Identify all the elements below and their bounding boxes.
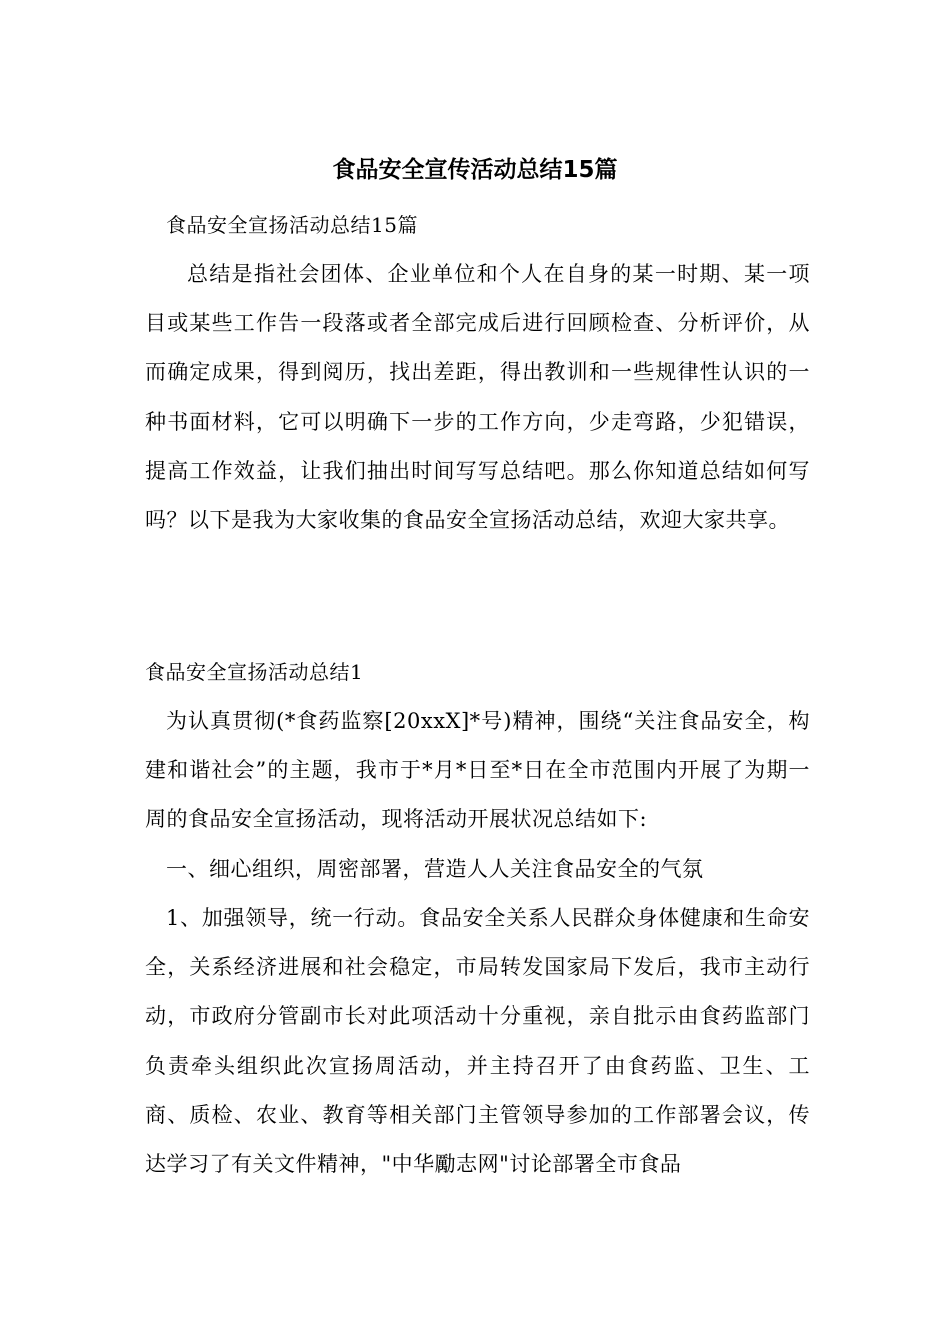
section-title: 食品安全宣扬活动总结1 — [145, 660, 364, 684]
intro-paragraph: 总结是指社会团体、企业单位和个人在自身的某一时期、某一项目或某些工作告一段落或者全部完成后进行回顾检查、分析评价，从而确定成果，得到阅历，找出差距，得出教训和一些规律性认识的一种书面材料，它可以明确下一步的工作方向，少走弯路，少犯错误，提高工作效益，让我们抽出时间写写总结吧。那么你知道总结如何写吗？以下是我为大家收集的食品安全宣扬活动总结，欢迎大家共享。 — [145, 262, 810, 533]
item-1-paragraph: 1、加强领导，统一行动。食品安全关系人民群众身体健康和生命安全，关系经济进展和社会稳定，市局转发国家局下发后，我市主动行动，市政府分管副市长对此项活动十分重视，亲自批示由食药监部门负责牵头组织此次宣扬周活动，并主持召开了由食药监、卫生、工商、质检、农业、教育等相关部门主管领导参加的工作部署会议，传达学习了有关文件精神，"中华勵志网"讨论部署全市食品 — [145, 906, 810, 1177]
document-title: 食品安全宣传活动总结15篇 — [332, 157, 618, 183]
section-heading-1: 一、细心组织，周密部署，营造人人关注食品安全的气氛 — [166, 857, 704, 881]
document-subtitle: 食品安全宣扬活动总结15篇 — [166, 213, 418, 237]
main-paragraph: 为认真贯彻(*食药监察[20xxX]*号)精神，围绕“关注食品安全，构建和谐社会”的主题，我市于*月*日至*日在全市范围内开展了为期一周的食品安全宣扬活动，现将活动开展状况总结如下: — [145, 709, 810, 832]
